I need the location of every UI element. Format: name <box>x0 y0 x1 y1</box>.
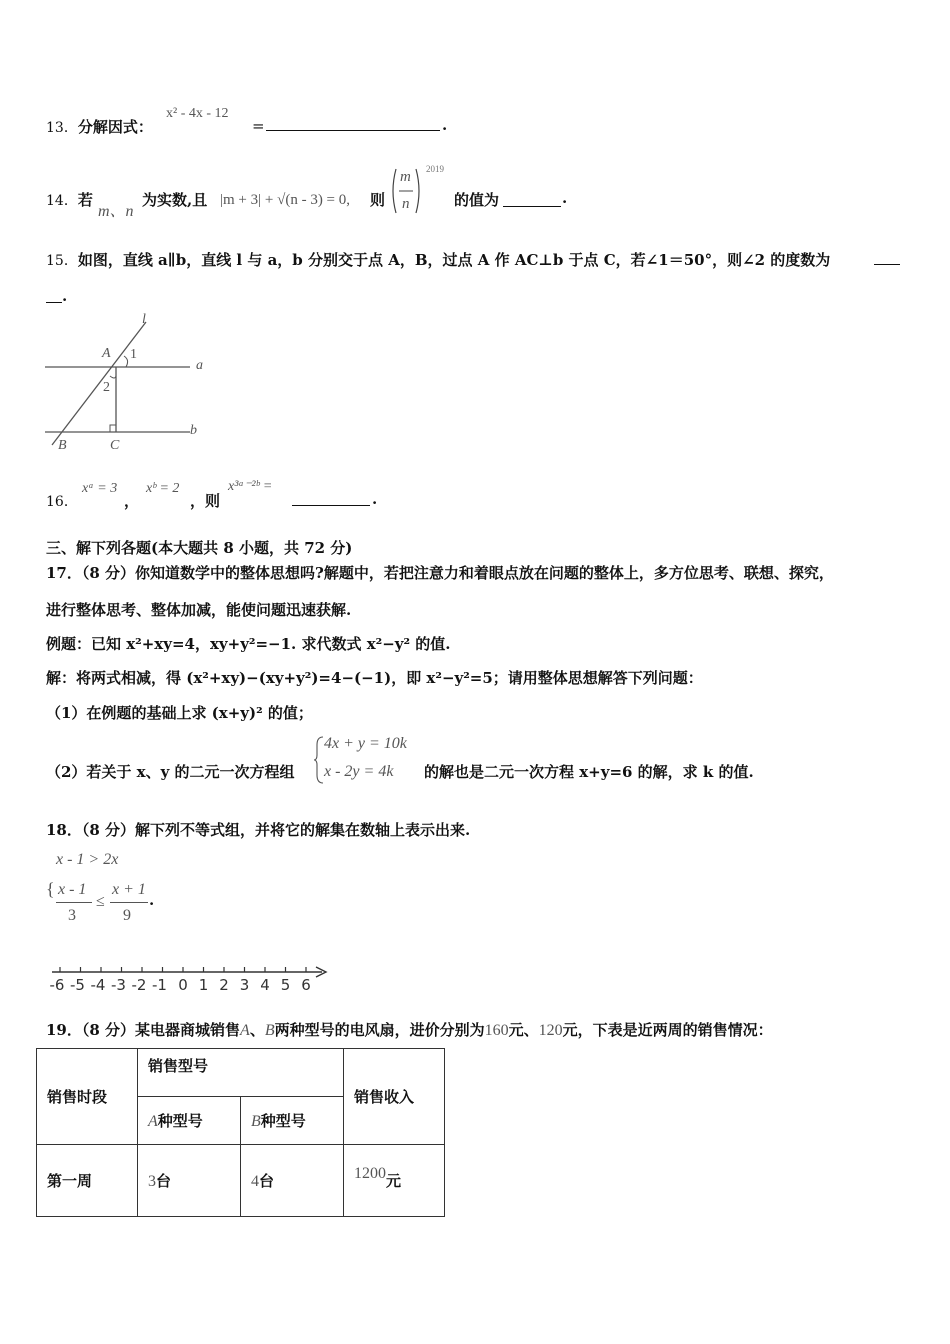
q18-frac-1-den: 3 <box>68 907 76 924</box>
q17-part-2-post: 的解也是二元一次方程 x+y=6 的解，求 k 的值. <box>424 763 754 781</box>
sales-table <box>36 1048 445 1217</box>
header-period: 销售时段 <box>37 1049 138 1145</box>
q18-frac-2-den: 9 <box>123 907 131 924</box>
q14-period: . <box>562 189 568 207</box>
q18-le: ≤ <box>96 893 105 910</box>
q19-text-a: 19．（8 分）某电器商城销售 <box>46 1021 241 1039</box>
axis-tick-label: 5 <box>280 976 291 994</box>
q14-if: 若 <box>77 191 93 209</box>
q13-equals: = <box>252 117 265 135</box>
axis-tick-label: -2 <box>131 976 147 994</box>
q18-frac-1-bar <box>56 902 92 903</box>
q14-vars: m、n <box>98 203 134 220</box>
q17-part-1: （1）在例题的基础上求 (x+y)² 的值； <box>46 704 313 722</box>
q17-system-eq-1: 4x + y = 10k <box>324 735 407 752</box>
q15-text <box>46 249 830 270</box>
header-model-b-letter: B <box>251 1113 261 1130</box>
q19-text <box>46 1019 773 1040</box>
q16-comma: ， <box>124 492 140 510</box>
header-model: 销售型号 <box>138 1049 344 1097</box>
q18-text: 18．（8 分）解下列不等式组，并将它的解集在数轴上表示出来. <box>46 821 471 839</box>
q17-system-eq-2: x - 2y = 4k <box>324 763 394 780</box>
q19-price-2: 120 <box>538 1022 563 1039</box>
q13-expression: x² - 4x - 12 <box>166 106 229 121</box>
axis-tick-label: -4 <box>90 976 106 994</box>
angle-1-arc <box>124 356 128 367</box>
axis-tick-label: -6 <box>49 976 65 994</box>
row1-income-num: 1200 <box>354 1165 386 1182</box>
right-angle-mark <box>110 425 116 432</box>
header-model-a-label: 种型号 <box>157 1112 203 1130</box>
label-b: b <box>190 423 197 438</box>
axis-tick-label: 1 <box>198 976 209 994</box>
q14-condition: |m + 3| + √(n - 3) = 0, <box>220 192 351 208</box>
q18-inequality-1: x - 1 > 2x <box>56 851 119 868</box>
header-model-b-label: 种型号 <box>260 1112 306 1130</box>
q19-sep: 、 <box>249 1021 265 1039</box>
row1-income <box>344 1145 445 1217</box>
q18-brace: { <box>46 879 55 899</box>
q17-part-2-pre: （2）若关于 x、y 的二元一次方程组 <box>46 763 295 781</box>
label-angle-2: 2 <box>103 380 110 395</box>
label-angle-1: 1 <box>130 347 137 362</box>
line-l <box>52 322 146 445</box>
q16-answer-blank[interactable] <box>292 487 370 506</box>
q13-answer-blank[interactable] <box>266 112 440 131</box>
q16-number: 16． <box>46 494 78 510</box>
axis-tick-label: -5 <box>70 976 85 994</box>
axis-tick-label: 4 <box>260 976 270 994</box>
label-A: A <box>102 346 111 361</box>
q19-model-a: A <box>240 1022 250 1039</box>
q15-answer-blank-1[interactable] <box>874 246 900 265</box>
q15-number: 15． <box>46 253 78 269</box>
q17-line-1: 17．（8 分）你知道数学中的整体思想吗?解题中，若把注意力和着眼点放在问题的整体上，多方位思考、联想、探究， <box>46 564 834 582</box>
q16-period: . <box>372 490 378 508</box>
axis-tick-label: 6 <box>301 976 311 994</box>
q14-frac-den: n <box>402 196 410 212</box>
label-B: B <box>58 438 67 453</box>
q14-then: 则 <box>370 191 386 209</box>
q19-text-c: 元、 <box>508 1021 539 1039</box>
q13-number: 13． <box>46 120 78 136</box>
q15-body: 如图，直线 a∥b，直线 l 与 a，b 分别交于点 A，B，过点 A 作 AC⊥b 于点 C，若∠1＝50°，则∠2 的度数为 <box>77 251 831 269</box>
q19-model-b: B <box>264 1022 275 1039</box>
q16-expr-2: xᵇ = 2 <box>146 481 180 496</box>
q18-dot: . <box>149 891 155 909</box>
row1-a-unit: 台 <box>156 1172 172 1190</box>
q14-number: 14． <box>46 193 78 209</box>
q15-answer-blank-2[interactable] <box>46 284 62 303</box>
label-C: C <box>110 438 120 453</box>
header-income: 销售收入 <box>344 1049 445 1145</box>
q16-then: ，则 <box>190 492 221 510</box>
angle-2-arc <box>110 376 116 378</box>
q17-example: 例题：已知 x²+xy=4，xy+y²=−1. 求代数式 x²−y² 的值. <box>46 635 451 653</box>
row1-a <box>138 1145 241 1217</box>
section-3-title: 三、解下列各题(本大题共 8 小题，共 72 分) <box>46 539 353 557</box>
row1-income-unit: 元 <box>386 1172 402 1190</box>
label-l: l <box>142 312 146 327</box>
row1-period: 第一周 <box>37 1145 138 1217</box>
q18-frac-2-bar <box>110 902 148 903</box>
row1-b-unit: 台 <box>259 1172 275 1190</box>
header-model-b <box>241 1097 344 1145</box>
q14-power: 2019 <box>426 164 444 174</box>
q13-period: . <box>442 116 448 134</box>
q17-line-2: 进行整体思考、整体加减，能使问题迅速获解. <box>46 601 352 619</box>
q17-solution: 解：将两式相减，得 (x²+xy)−(xy+y²)=4−(−1)，即 x²−y²=5；请用整体思想解答下列问题： <box>46 669 703 687</box>
row1-a-num: 3 <box>148 1173 156 1190</box>
axis-tick-label: -3 <box>111 976 126 994</box>
axis-tick-label: -1 <box>152 976 167 994</box>
q19-text-b: 两种型号的电风扇，进价分别为 <box>274 1021 485 1039</box>
row1-b-num: 4 <box>251 1173 259 1190</box>
q14-lead <box>46 189 93 210</box>
q16-expr-3: x³ᵃ⁻²ᵇ = <box>228 479 273 494</box>
q13-label: 分解因式： <box>77 118 153 136</box>
q13 <box>46 116 153 137</box>
table-row <box>37 1145 445 1217</box>
axis-tick-label: 2 <box>219 976 229 994</box>
q19-text-d: 元，下表是近两周的销售情况： <box>562 1021 773 1039</box>
q19-price-1: 160 <box>484 1022 509 1039</box>
q18-frac-1-num: x - 1 <box>58 881 87 898</box>
q15-period: . <box>62 287 68 305</box>
axis-tick-label: 3 <box>239 976 250 994</box>
axis-tick-label: 0 <box>178 976 188 994</box>
label-a: a <box>196 358 203 373</box>
q16-expr-1: xᵃ = 3 <box>82 481 118 496</box>
q14-frac-num: m <box>400 169 411 185</box>
q18-frac-2-num: x + 1 <box>112 881 146 898</box>
q14-real: 为实数,且 <box>142 191 208 209</box>
q14-value-of: 的值为 <box>454 191 500 209</box>
row1-b <box>241 1145 344 1217</box>
header-model-a-letter: A <box>148 1113 158 1130</box>
header-model-a <box>138 1097 241 1145</box>
q14-answer-blank[interactable] <box>503 188 561 207</box>
